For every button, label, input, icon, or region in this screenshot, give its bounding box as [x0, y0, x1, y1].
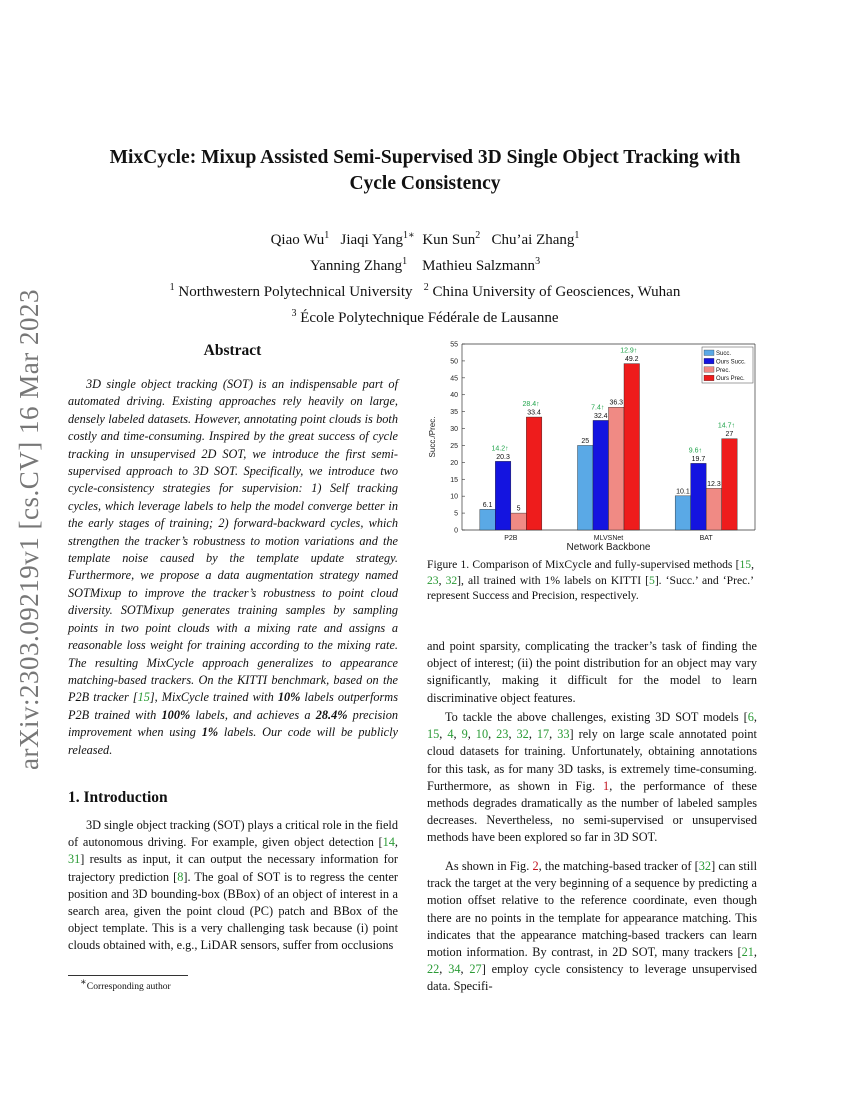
legend-label: Ours Prec.: [716, 376, 745, 383]
citation-link[interactable]: 6: [747, 710, 754, 724]
bar: [722, 439, 738, 530]
legend-label: Prec.: [716, 367, 731, 374]
legend-swatch: [704, 358, 714, 364]
authors-line-2: Yanning Zhang$^1$ Mathieu Salzmann$^3$: [309, 256, 541, 274]
bar: [593, 420, 609, 530]
footnote: ∗Corresponding author: [80, 977, 171, 993]
bar-value-label: 20.3: [496, 453, 510, 461]
body-paragraph-3: As shown in Fig. 2, the matching-based tracker of [32] can still track the target at the very beginning of a sequence by predicting a motion offset relative to the reference coordinate, even though there are no points in the template for appearance matching. This indicates that the appearance matching-based trackers can learn motion information. By contrast, in 2D SOT, many trackers [21, 22, 34, 27] employ cycle consistency to leverage unsupervised data. Specifi-: [427, 859, 757, 994]
legend-label: Ours Succ.: [716, 359, 746, 366]
y-tick-label: 0: [454, 527, 458, 535]
citation-link[interactable]: 31: [68, 852, 81, 867]
improvement-label: 9.6↑: [688, 447, 703, 455]
bar-value-label: 49.2: [624, 356, 639, 364]
bar: [495, 461, 511, 530]
improvement-label: 14.7↑: [717, 422, 735, 430]
title-line-1: MixCycle: Mixup Assisted Semi-Supervised 3D Single Object Tracking with: [109, 147, 741, 168]
citation-link[interactable]: 15: [427, 727, 440, 742]
citation-link[interactable]: 27: [469, 962, 482, 977]
x-tick-label: BAT: [699, 535, 713, 542]
citation-link[interactable]: 14: [382, 835, 395, 850]
citation-link[interactable]: 4: [447, 727, 454, 742]
section-heading-introduction: 1. Introduction: [68, 789, 168, 806]
citation-link[interactable]: 32: [445, 573, 458, 587]
bar-value-label: 27: [725, 431, 734, 439]
y-tick-label: 5: [454, 510, 458, 518]
bar-value-label: 25: [581, 437, 590, 445]
introduction-paragraph: 3D single object tracking (SOT) plays a critical role in the field of autonomous driving. For example, given object detection [14, 31] results as input, it can output the necessary information for trajectory prediction [8]. The goal of SOT is to regress the center position and 3D bounding-box (BBox) of an object of interest in a search area, given the point cloud (PC) patch and BBox of the object template. This is a very challenging task because (i) point clouds obtained with, e.g., LiDAR sensors, suffer from occlusions: [68, 818, 398, 953]
figure-1-bar-chart: [425, 338, 760, 553]
y-axis-label: Succ./Prec.: [428, 416, 437, 458]
bar: [706, 488, 722, 530]
arxiv-identifier: arXiv:2303.09219v1 [cs.CV] 16 Mar 2023: [14, 289, 44, 770]
bar-value-label: 5: [516, 505, 521, 513]
x-axis-label: Network Backbone: [566, 542, 651, 553]
bar: [675, 496, 691, 530]
y-tick-label: 55: [450, 341, 458, 349]
bar: [691, 463, 707, 530]
figure-reference-link[interactable]: 1: [603, 778, 610, 793]
abstract-body: 3D single object tracking (SOT) is an indispensable part of automated driving. Existing approaches rely heavily on large, densely labeled datasets. However, annotating point clouds is both costly and time-consuming. Inspired by the great success of cycle tracking in unsupervised 2D SOT, we introduce the first semi-supervised approach to 3D SOT. Specifically, we introduce two cycle-consistency strategies for supervision: 1) Self tracking cycles, which leverage labels to help the model converge better in the early stages of training; 2) forward-backward cycles, which strengthen the tracker’s robustness to motion variations and the template noise caused by the template update strategy. Furthermore, we propose a data augmentation strategy named SOTMixup to improve the tracker’s robustness to point cloud diversity. SOTMixup generates training samples by sampling points in two point clouds with a mixing rate and assigns a reasonable loss weight for training according to the mixing rate. The resulting MixCycle approach generalizes to appearance matching-based trackers. On the KITTI benchmark, based on the P2B tracker [15], MixCycle trained with 10% labels outperforms P2B trained with 100% labels, and achieves a 28.4% precision improvement when using 1% labels. Our code will be publicly released.: [68, 377, 398, 757]
citation-link[interactable]: 21: [741, 945, 754, 960]
citation-link[interactable]: 22: [427, 962, 440, 977]
body-paragraph-1: and point sparsity, complicating the tracker’s task of finding the object of interest; (ii) the point distribution for an object may vary significantly, making it difficult for the model to learn discriminative object features.: [427, 639, 757, 705]
citation-link[interactable]: 15: [739, 558, 752, 571]
y-tick-label: 15: [450, 476, 458, 484]
x-tick-label: MLVSNet: [593, 535, 624, 542]
citation-link[interactable]: 15: [137, 690, 150, 705]
bar: [624, 364, 640, 530]
bar-value-label: 12.3: [707, 480, 721, 488]
body-paragraph-2: To tackle the above challenges, existing 3D SOT models [6, 15, 4, 9, 10, 23, 32, 17, 33] rely on large scale annotated point cloud datasets for training. Unfortunately, obtaining annotations for this task, as for many 3D tasks, is extremely time-consuming. Furthermore, as shown in Fig. 1, the performance of these methods degrades dramatically as the number of labeled samples decreases. Nevertheless, no semi-supervised or unsupervised methods have been explored so far in 3D SOT.: [427, 710, 758, 845]
y-tick-label: 30: [450, 426, 458, 434]
legend-swatch: [704, 375, 714, 381]
authors-line-1: Qiao Wu$^1$ Jiaqi Yang$^{1∗}$ Kun Sun$^2$ Chu’ai Zhang$^1$: [270, 230, 580, 248]
abstract-heading: Abstract: [203, 342, 262, 359]
title-line-2: Cycle Consistency: [349, 173, 501, 194]
author-block: [60, 225, 790, 329]
citation-link[interactable]: 10: [475, 727, 489, 742]
bar-value-label: 33.4: [527, 409, 541, 417]
improvement-label: 7.4↑: [591, 404, 605, 412]
footnote-rule: [68, 975, 188, 976]
citation-link[interactable]: 5: [649, 573, 655, 587]
citation-link[interactable]: 8: [177, 869, 184, 884]
y-tick-label: 45: [450, 375, 458, 383]
paper-title: [60, 145, 790, 197]
legend-swatch: [704, 367, 714, 373]
bar-value-label: 6.1: [482, 501, 493, 509]
bar-value-label: 19.7: [691, 455, 706, 463]
bar: [609, 407, 625, 530]
y-tick-label: 10: [450, 493, 458, 501]
y-tick-label: 50: [450, 358, 458, 366]
bar-value-label: 10.1: [676, 488, 690, 496]
affiliations-line-1: $^1$ Northwestern Polytechnical University $^2$ China University of Geosciences, Wuhan: [169, 282, 681, 300]
legend-swatch: [704, 350, 714, 356]
improvement-label: 28.4↑: [522, 401, 540, 409]
citation-link[interactable]: 34: [448, 962, 461, 977]
citation-link[interactable]: 23: [496, 727, 509, 742]
bar: [480, 509, 495, 530]
bar-value-label: 36.3: [609, 399, 624, 407]
citation-link[interactable]: 32: [516, 727, 529, 742]
y-tick-label: 35: [450, 409, 458, 417]
citation-link[interactable]: 9: [461, 727, 468, 742]
bar-value-label: 32.4: [593, 412, 608, 420]
y-tick-label: 25: [450, 442, 458, 450]
y-tick-label: 40: [450, 392, 458, 400]
citation-link[interactable]: 17: [536, 727, 550, 742]
affiliations-line-2: $^3$ École Polytechnique Fédérale de Lausanne: [291, 308, 559, 326]
citation-link[interactable]: 23: [427, 573, 439, 587]
bar: [511, 513, 526, 530]
improvement-label: 12.9↑: [620, 347, 638, 355]
figure-reference-link[interactable]: 2: [532, 859, 539, 873]
x-tick-label: P2B: [504, 535, 518, 542]
citation-link[interactable]: 33: [557, 727, 570, 742]
bar: [578, 445, 594, 530]
bar: [526, 417, 542, 530]
figure-1-caption: Figure 1. Comparison of MixCycle and fully-supervised methods [15, 23, 32], all trained with 1% labels on KITTI [5]. ‘Succ.’ and ‘Prec.’ represent Success and Precision, respectively.: [427, 558, 755, 603]
citation-link[interactable]: 32: [698, 859, 712, 873]
y-tick-label: 20: [450, 459, 458, 467]
improvement-label: 14.2↑: [491, 445, 509, 453]
legend-label: Succ.: [716, 351, 732, 357]
